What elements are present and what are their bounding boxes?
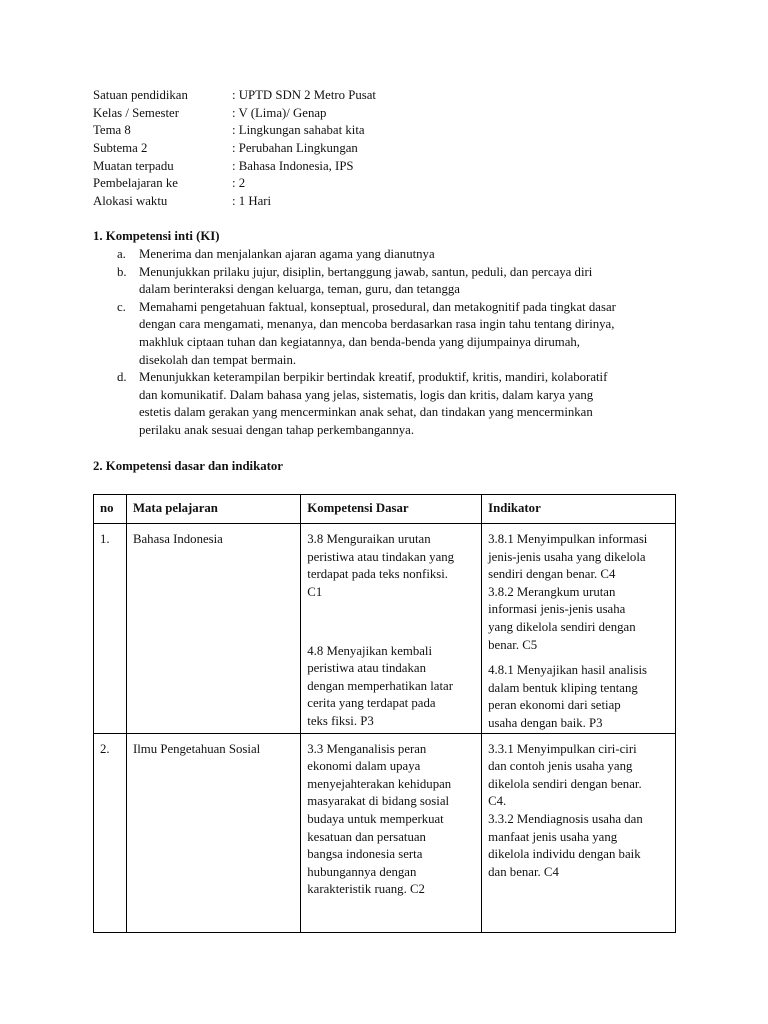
kd-text: peristiwa atau tindakan <box>307 661 426 676</box>
info-row <box>93 122 376 140</box>
indicator-text: sendiri dengan benar. C4 <box>488 567 616 582</box>
info-row <box>93 87 376 105</box>
info-label: Alokasi waktu <box>93 194 168 209</box>
table-row <box>94 524 676 734</box>
list-marker: d. <box>117 370 127 385</box>
indicator-text: manfaat jenis usaha yang <box>488 829 618 844</box>
indicator-text: informasi jenis-jenis usaha <box>488 602 626 617</box>
kd-text: karakteristik ruang. C2 <box>307 882 425 897</box>
section-heading-ki: 1. Kompetensi inti (KI) <box>93 229 220 243</box>
kd-text: 4.8 Menyajikan kembali <box>307 643 433 658</box>
list-item <box>93 369 693 439</box>
table-row <box>94 733 676 932</box>
indicator-text: dikelola individu dengan baik <box>488 847 641 862</box>
info-row <box>93 105 376 123</box>
list-text: Menerima dan menjalankan ajaran agama yang dianutnya <box>139 247 435 261</box>
section-heading-kd: 2. Kompetensi dasar dan indikator <box>93 459 283 473</box>
list-text: dalam berinteraksi dengan keluarga, teman, guru, dan tetangga <box>139 282 460 297</box>
list-marker: c. <box>117 299 126 314</box>
kd-text: peristiwa atau tindakan yang <box>307 549 455 564</box>
kd-text: hubungannya dengan <box>307 864 417 879</box>
kd-text: menyejahterakan kehidupan <box>307 776 452 791</box>
indicator-text: C4. <box>488 794 507 809</box>
list-text: estetis dalam gerakan yang mencerminkan anak sehat, dan tindakan yang mencerminkan <box>139 405 593 420</box>
kd-text: masyarakat di bidang sosial <box>307 794 450 809</box>
subject-cell: Bahasa Indonesia <box>126 524 300 734</box>
row-number: 2. <box>94 733 127 932</box>
ki-list <box>93 246 693 440</box>
indicator-cell <box>482 524 676 734</box>
indicator-text: dan contoh jenis usaha yang <box>488 759 633 774</box>
competency-table <box>93 494 676 933</box>
info-value: : V (Lima)/ Genap <box>232 105 327 120</box>
info-value: : Lingkungan sahabat kita <box>232 123 365 138</box>
column-header-no: no <box>94 495 127 524</box>
info-row <box>93 193 376 211</box>
info-label: Subtema 2 <box>93 141 148 156</box>
info-value: : UPTD SDN 2 Metro Pusat <box>232 88 376 102</box>
info-label: Pembelajaran ke <box>93 176 178 191</box>
list-text: makhluk ciptaan tuhan dan kegiatannya, dan benda-benda yang dijumpainya dirumah, <box>139 334 580 349</box>
kd-text: budaya untuk memperkuat <box>307 811 444 826</box>
column-header-indicator: Indikator <box>482 495 676 524</box>
lesson-info <box>93 87 376 211</box>
list-text: Menunjukkan keterampilan berpikir bertindak kreatif, produktif, kritis, mandiri, kolaboratif <box>139 370 608 385</box>
list-marker: b. <box>117 264 127 279</box>
kd-text: bangsa indonesia serta <box>307 847 423 862</box>
indicator-text: yang dikelola sendiri dengan <box>488 619 636 634</box>
indicator-text: 3.8.1 Menyimpulkan informasi <box>488 532 648 546</box>
list-text: Memahami pengetahuan faktual, konseptual, prosedural, dan metakognitif pada tingkat dasar <box>139 299 616 314</box>
column-header-kd: Kompetensi Dasar <box>301 495 482 524</box>
indicator-text: peran ekonomi dari setiap <box>488 698 621 713</box>
list-marker: a. <box>117 247 126 261</box>
kd-cell <box>301 524 482 734</box>
indicator-text: 3.8.2 Merangkum urutan <box>488 584 616 599</box>
indicator-text: dalam bentuk kliping tentang <box>488 680 638 695</box>
list-text: perilaku anak sesuai dengan tahap perkembangannya. <box>139 422 415 437</box>
indicator-text: jenis-jenis usaha yang dikelola <box>488 549 646 564</box>
kd-text: 3.3 Menganalisis peran <box>307 741 427 756</box>
info-row <box>93 175 376 193</box>
kd-text: kesatuan dan persatuan <box>307 829 426 844</box>
indicator-text: benar. C5 <box>488 637 538 652</box>
info-label: Tema 8 <box>93 123 131 138</box>
list-text: Menunjukkan prilaku jujur, disiplin, bertanggung jawab, santun, peduli, dan percaya diri <box>139 264 593 279</box>
info-label: Kelas / Semester <box>93 105 179 120</box>
info-value: : Perubahan Lingkungan <box>232 141 358 156</box>
indicator-text: dan benar. C4 <box>488 864 559 879</box>
indicator-text: usaha dengan baik. P3 <box>488 715 603 730</box>
info-value: : Bahasa Indonesia, IPS <box>232 158 354 173</box>
indicator-text: 3.3.1 Menyimpulkan ciri-ciri <box>488 741 637 756</box>
subject-cell: Ilmu Pengetahuan Sosial <box>126 733 300 932</box>
column-header-subject: Mata pelajaran <box>126 495 300 524</box>
kd-text: 3.8 Menguraikan urutan <box>307 532 431 546</box>
kd-text: cerita yang terdapat pada <box>307 696 436 711</box>
kd-text: C1 <box>307 584 323 599</box>
list-item <box>93 246 693 264</box>
list-text: dan komunikatif. Dalam bahasa yang jelas, sistematis, logis dan kritis, dalam karya yang <box>139 387 594 402</box>
kd-text: terdapat pada teks nonfiksi. <box>307 567 449 582</box>
list-item <box>93 264 693 299</box>
indicator-cell <box>482 733 676 932</box>
info-value: : 2 <box>232 176 246 191</box>
kd-text: dengan memperhatikan latar <box>307 678 453 693</box>
kd-text: ekonomi dalam upaya <box>307 759 421 774</box>
list-text: dengan cara mengamati, menanya, dan mencoba berdasarkan rasa ingin tahu tentang dirinya, <box>139 317 615 332</box>
indicator-text: 4.8.1 Menyajikan hasil analisis <box>488 663 647 678</box>
indicator-text: dikelola sendiri dengan benar. <box>488 776 642 791</box>
info-row <box>93 140 376 158</box>
list-text: disekolah dan tempat bermain. <box>139 352 297 367</box>
table-header-row <box>94 495 676 524</box>
list-item <box>93 299 693 369</box>
info-label: Satuan pendidikan <box>93 88 188 102</box>
info-row <box>93 158 376 176</box>
kd-cell <box>301 733 482 932</box>
indicator-text: 3.3.2 Mendiagnosis usaha dan <box>488 811 643 826</box>
info-label: Muatan terpadu <box>93 158 174 173</box>
row-number: 1. <box>94 524 127 734</box>
info-value: : 1 Hari <box>232 194 272 209</box>
kd-text: teks fiksi. P3 <box>307 713 374 728</box>
